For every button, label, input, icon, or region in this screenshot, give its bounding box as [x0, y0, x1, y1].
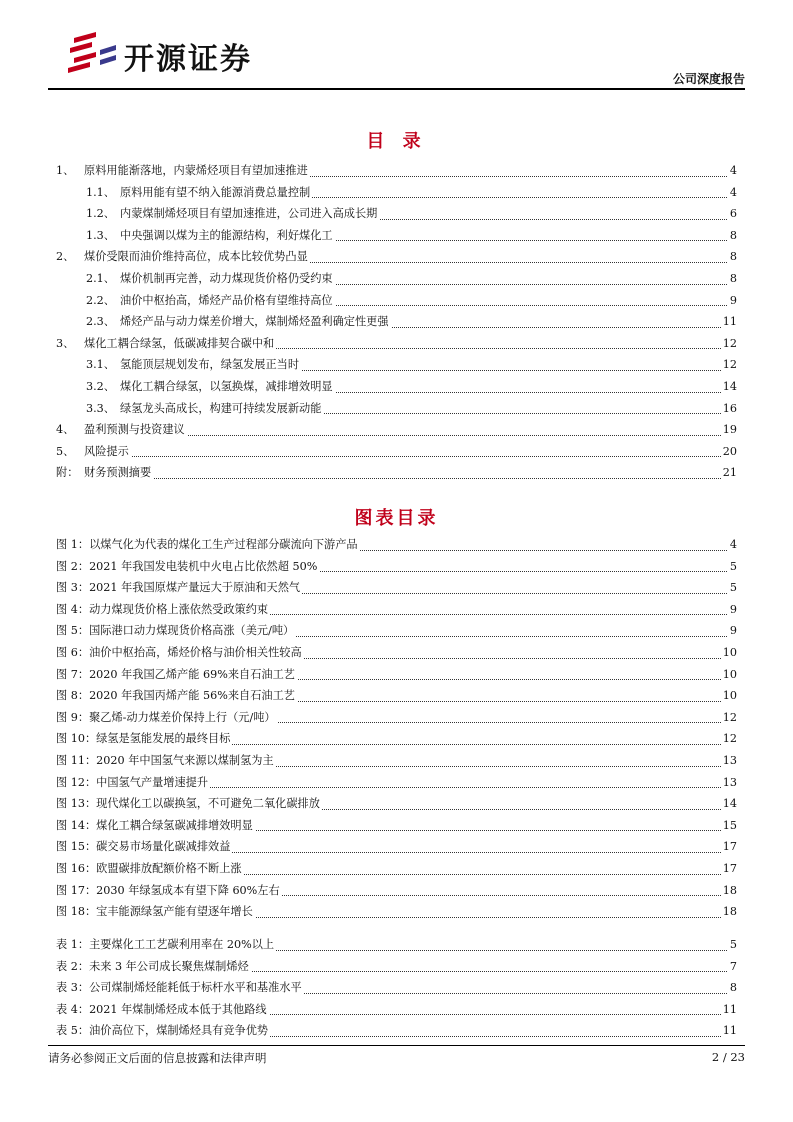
- figure-entry-text: 2021 年我国原煤产量远大于原油和天然气: [89, 581, 301, 595]
- figure-entry[interactable]: [56, 880, 737, 902]
- toc-entry-page: 16: [721, 398, 737, 420]
- toc-title: 目 录: [366, 131, 427, 152]
- figure-entry-page: 12: [721, 728, 737, 750]
- figure-entry-page: 17: [721, 858, 737, 880]
- table-entry-page: 7: [728, 956, 737, 978]
- dot-leader: [56, 478, 737, 479]
- figure-entry-label: [56, 664, 297, 686]
- brand-logo: [66, 28, 326, 78]
- table-entry-page: 8: [728, 977, 737, 999]
- toc-entry-number: 1.2、: [86, 207, 115, 221]
- toc-entry-text: 煤价受限而油价维持高位，成本比较优势凸显: [84, 250, 308, 264]
- figure-entry-page: 14: [721, 793, 737, 815]
- figure-entry[interactable]: [56, 750, 737, 772]
- figure-entry-number: 图 3：: [56, 581, 90, 595]
- figure-entry-page: 15: [721, 815, 737, 837]
- toc-entry-text: 风险提示: [84, 444, 129, 458]
- toc-entry-page: 9: [728, 290, 737, 312]
- figure-entry-label: [56, 772, 210, 794]
- table-entry-label: [56, 999, 269, 1021]
- figure-entry-text: 碳交易市场量化碳减排效益: [96, 840, 231, 854]
- table-entry-label: [56, 1020, 270, 1042]
- figure-entry-label: [56, 642, 304, 664]
- table-entry[interactable]: [56, 934, 737, 956]
- figure-entry-text: 动力煤现货价格上涨依然受政策约束: [89, 602, 269, 616]
- toc-entry-text: 内蒙煤制烯烃项目有望加速推进，公司进入高成长期: [120, 207, 378, 221]
- table-entry-number: 表 4：: [56, 1002, 90, 1016]
- figure-entry-text: 煤化工耦合绿氢碳减排增效明显: [96, 818, 253, 832]
- toc-entry-label: [86, 290, 335, 312]
- toc-entry-number: 2.1、: [86, 271, 115, 285]
- figure-entry-number: 图 4：: [56, 602, 90, 616]
- figure-entry[interactable]: [56, 815, 737, 837]
- table-entry-number: 表 3：: [56, 981, 90, 995]
- figure-entry-label: [56, 620, 296, 642]
- figure-entry-page: 9: [728, 620, 737, 642]
- table-list: [56, 934, 737, 1042]
- figure-entry-page: 10: [721, 642, 737, 664]
- figure-entry[interactable]: [56, 642, 737, 664]
- toc-entry[interactable]: [56, 419, 737, 441]
- figure-entry-text: 中国氢气产量增速提升: [96, 775, 209, 789]
- toc-entry-number: 2.3、: [86, 315, 115, 329]
- figure-entry-number: 图 11：: [56, 753, 97, 767]
- figure-entry-text: 现代煤化工以碳换氢，不可避免二氧化碳排放: [96, 797, 320, 811]
- toc-entry-page: 11: [721, 311, 737, 333]
- figure-entry-label: [56, 556, 319, 578]
- figure-entry-page: 18: [721, 901, 737, 923]
- table-entry-text: 公司煤制烯烃能耗低于标杆水平和基准水平: [89, 981, 302, 995]
- figure-entry-page: 9: [728, 599, 737, 621]
- toc-entry-label: [56, 462, 153, 484]
- figure-entry[interactable]: [56, 664, 737, 686]
- toc-entry-page: 8: [728, 268, 737, 290]
- table-entry[interactable]: [56, 1020, 737, 1042]
- figure-entry-label: [56, 815, 255, 837]
- figure-entry-number: 图 8：: [56, 689, 90, 703]
- figure-entry-number: 图 2：: [56, 559, 90, 573]
- figure-entry-number: 图 6：: [56, 645, 90, 659]
- table-entry[interactable]: [56, 977, 737, 999]
- toc-entry-label: [56, 419, 187, 441]
- toc-entry-label: [56, 441, 131, 463]
- toc-entry-number: 2.2、: [86, 293, 115, 307]
- figure-entry[interactable]: [56, 599, 737, 621]
- table-entry-page: 11: [721, 1020, 737, 1042]
- toc-entry[interactable]: [56, 246, 737, 268]
- toc-entry[interactable]: [56, 160, 737, 182]
- toc-entry-number: 1.3、: [86, 228, 115, 242]
- figure-entry-page: 5: [728, 577, 737, 599]
- toc-entry-text: 财务预测摘要: [84, 466, 152, 480]
- toc-entry-page: 8: [728, 225, 737, 247]
- table-entry[interactable]: [56, 956, 737, 978]
- figure-entry[interactable]: [56, 728, 737, 750]
- report-type: 公司深度报告: [672, 72, 745, 86]
- page-number: 2 / 23: [711, 1050, 745, 1064]
- toc-entry-text: 煤化工耦合绿氢，低碳减排契合碳中和: [84, 336, 275, 350]
- figure-entry-number: 图 14：: [56, 818, 97, 832]
- figure-entry-number: 图 12：: [56, 775, 97, 789]
- toc-entry-number: 3.2、: [86, 379, 115, 393]
- figure-entry[interactable]: [56, 772, 737, 794]
- figure-entry-page: 10: [721, 664, 737, 686]
- toc-entry-text: 中央强调以煤为主的能源结构，利好煤化工: [120, 228, 333, 242]
- toc-entry-page: 4: [728, 182, 737, 204]
- table-entry-page: 11: [721, 999, 737, 1021]
- figure-entry-label: [56, 685, 297, 707]
- toc-list: [56, 160, 737, 484]
- toc-entry-number: 2、: [56, 250, 75, 264]
- toc-entry-number: 3、: [56, 336, 75, 350]
- toc-entry-number: 3.1、: [86, 358, 115, 372]
- figure-entry-number: 图 17：: [56, 883, 97, 897]
- figure-entry-number: 图 9：: [56, 710, 90, 724]
- figure-entry-label: [56, 599, 270, 621]
- figure-entry-page: 17: [721, 836, 737, 858]
- table-entry-text: 主要煤化工工艺碳利用率在 20%以上: [89, 938, 275, 951]
- figure-entry-number: 图 16：: [56, 861, 97, 875]
- toc-entry[interactable]: [56, 398, 737, 420]
- figure-entry-label: [56, 836, 232, 858]
- table-entry[interactable]: [56, 999, 737, 1021]
- toc-entry-text: 原料用能有望不纳入能源消费总量控制: [120, 185, 311, 199]
- toc-entry[interactable]: [56, 441, 737, 463]
- figure-entry-text: 2020 年中国氢气来源以煤制氢为主: [96, 753, 274, 767]
- toc-entry-text: 烯烃产品与动力煤差价增大，煤制烯烃盈利确定性更强: [120, 315, 389, 329]
- figure-entry-text: 宝丰能源绿氢产能有望逐年增长: [96, 905, 253, 919]
- table-entry-number: 表 2：: [56, 959, 90, 973]
- brand-logo-icon: [66, 30, 120, 74]
- toc-entry-label: [86, 203, 379, 225]
- figure-entry-number: 图 5：: [56, 624, 90, 638]
- toc-entry-number: 附：: [56, 466, 79, 480]
- figure-entry-label: [56, 728, 232, 750]
- figure-entry[interactable]: [56, 836, 737, 858]
- toc-entry-text: 氢能顶层规划发布，绿氢发展正当时: [120, 358, 300, 372]
- figure-entry-page: 10: [721, 685, 737, 707]
- figure-entry-page: 18: [721, 880, 737, 902]
- toc-entry-page: 19: [721, 419, 737, 441]
- figure-entry-label: [56, 858, 244, 880]
- toc-entry[interactable]: [56, 462, 737, 484]
- figure-entry[interactable]: [56, 620, 737, 642]
- toc-entry-page: 8: [728, 246, 737, 268]
- figure-entry[interactable]: [56, 685, 737, 707]
- toc-entry-number: 5、: [56, 444, 75, 458]
- figure-entry-text: 油价中枢抬高，烯烃价格与油价相关性较高: [89, 645, 302, 659]
- toc-entry-label: [56, 333, 276, 355]
- toc-entry-label: [86, 311, 391, 333]
- toc-entry-number: 4、: [56, 423, 75, 437]
- figure-entry-text: 绿氢是氢能发展的最终目标: [96, 732, 231, 746]
- toc-entry-label: [86, 376, 335, 398]
- figure-entry-text: 2021 年我国发电装机中火电占比依然超 50%: [89, 559, 318, 573]
- toc-entry[interactable]: [56, 203, 737, 225]
- figure-entry-number: 图 7：: [56, 667, 90, 681]
- toc-entry-page: 12: [721, 333, 737, 355]
- brand-name: 开源证券: [124, 42, 252, 77]
- toc-entry-label: [86, 182, 312, 204]
- toc-entry-page: 21: [721, 462, 737, 484]
- toc-entry[interactable]: [56, 182, 737, 204]
- toc-entry[interactable]: [56, 290, 737, 312]
- page-header: [48, 28, 745, 90]
- figure-entry-label: [56, 577, 302, 599]
- figure-entry-label: [56, 901, 255, 923]
- table-entry-text: 2021 年煤制烯烃成本低于其他路线: [89, 1002, 267, 1016]
- toc-entry-label: [56, 160, 310, 182]
- toc-entry[interactable]: [56, 354, 737, 376]
- toc-entry-page: 6: [728, 203, 737, 225]
- figure-entry[interactable]: [56, 534, 737, 556]
- figure-entry-text: 2030 年绿氢成本有望下降 60%左右: [96, 883, 280, 897]
- figure-entry-label: [56, 534, 360, 556]
- toc-entry-page: 12: [721, 354, 737, 376]
- figure-entry-page: 13: [721, 750, 737, 772]
- figure-entry-label: [56, 793, 322, 815]
- toc-entry-number: 3.3、: [86, 401, 115, 415]
- figure-entry-number: 图 10：: [56, 732, 97, 746]
- figure-entry-page: 5: [728, 556, 737, 578]
- header-divider: [48, 88, 745, 90]
- figure-entry-text: 欧盟碳排放配额价格不断上涨: [96, 861, 242, 875]
- table-entry-label: [56, 956, 251, 978]
- figure-entry[interactable]: [56, 793, 737, 815]
- toc-entry[interactable]: [56, 268, 737, 290]
- toc-entry-page: 14: [721, 376, 737, 398]
- toc-entry-label: [86, 225, 335, 247]
- toc-entry-text: 绿氢龙头高成长，构建可持续发展新动能: [120, 401, 322, 415]
- toc-entry-text: 煤化工耦合绿氢，以氢换煤，减排增效明显: [120, 379, 333, 393]
- figure-entry-number: 图 15：: [56, 840, 97, 854]
- figure-entry-text: 以煤气化为代表的煤化工生产过程部分碳流向下游产品: [89, 538, 358, 551]
- toc-entry[interactable]: [56, 311, 737, 333]
- figure-entry[interactable]: [56, 707, 737, 729]
- figure-entry-number: 图 18：: [56, 905, 97, 919]
- toc-entry-page: 4: [728, 160, 737, 182]
- figure-entry-text: 2020 年我国丙烯产能 56%来自石油工艺: [89, 689, 295, 703]
- figure-entry[interactable]: [56, 577, 737, 599]
- table-entry-number: 表 1：: [56, 938, 90, 951]
- figure-entry-number: 图 13：: [56, 797, 97, 811]
- figure-entry[interactable]: [56, 556, 737, 578]
- footer-divider: [48, 1045, 745, 1046]
- toc-entry-text: 原料用能渐落地，内蒙烯烃项目有望加速推进: [84, 164, 308, 177]
- toc-entry-label: [56, 246, 310, 268]
- footer-disclaimer: 请务必参阅正文后面的信息披露和法律声明: [48, 1051, 267, 1065]
- toc-entry[interactable]: [56, 225, 737, 247]
- toc-entry[interactable]: [56, 376, 737, 398]
- figure-entry-page: 4: [728, 534, 737, 556]
- toc-entry-label: [86, 398, 323, 420]
- figures-title: 图表目录: [354, 508, 439, 529]
- table-entry-label: [56, 934, 276, 956]
- toc-entry-text: 煤价机制再完善，动力煤现货价格仍受约束: [120, 271, 333, 285]
- figure-entry-number: 图 1：: [56, 538, 90, 551]
- figure-entry[interactable]: [56, 858, 737, 880]
- toc-entry-page: 20: [721, 441, 737, 463]
- table-entry-label: [56, 977, 304, 999]
- figure-list: [56, 534, 737, 923]
- figure-entry-text: 聚乙烯-动力煤差价保持上行（元/吨）: [89, 710, 276, 724]
- dot-leader: [56, 456, 737, 457]
- table-entry-text: 油价高位下，煤制烯烃具有竞争优势: [89, 1024, 269, 1038]
- figure-entry-text: 2020 年我国乙烯产能 69%来自石油工艺: [89, 667, 295, 681]
- figure-entry-label: [56, 880, 282, 902]
- figure-entry-page: 12: [721, 707, 737, 729]
- toc-entry-number: 1.1、: [86, 185, 115, 199]
- toc-entry-text: 盈利预测与投资建议: [84, 423, 185, 437]
- figure-entry-label: [56, 750, 276, 772]
- figure-entry-label: [56, 707, 278, 729]
- toc-entry-number: 1、: [56, 164, 75, 177]
- figure-entry[interactable]: [56, 901, 737, 923]
- toc-entry-label: [86, 268, 335, 290]
- toc-entry[interactable]: [56, 333, 737, 355]
- table-entry-page: 5: [728, 934, 737, 956]
- table-entry-text: 未来 3 年公司成长聚焦煤制烯烃: [89, 959, 249, 973]
- toc-entry-label: [86, 354, 301, 376]
- toc-entry-text: 油价中枢抬高，烯烃产品价格有望维持高位: [120, 293, 333, 307]
- table-entry-number: 表 5：: [56, 1024, 90, 1038]
- figure-entry-page: 13: [721, 772, 737, 794]
- figure-entry-text: 国际港口动力煤现货价格高涨（美元/吨）: [89, 624, 295, 638]
